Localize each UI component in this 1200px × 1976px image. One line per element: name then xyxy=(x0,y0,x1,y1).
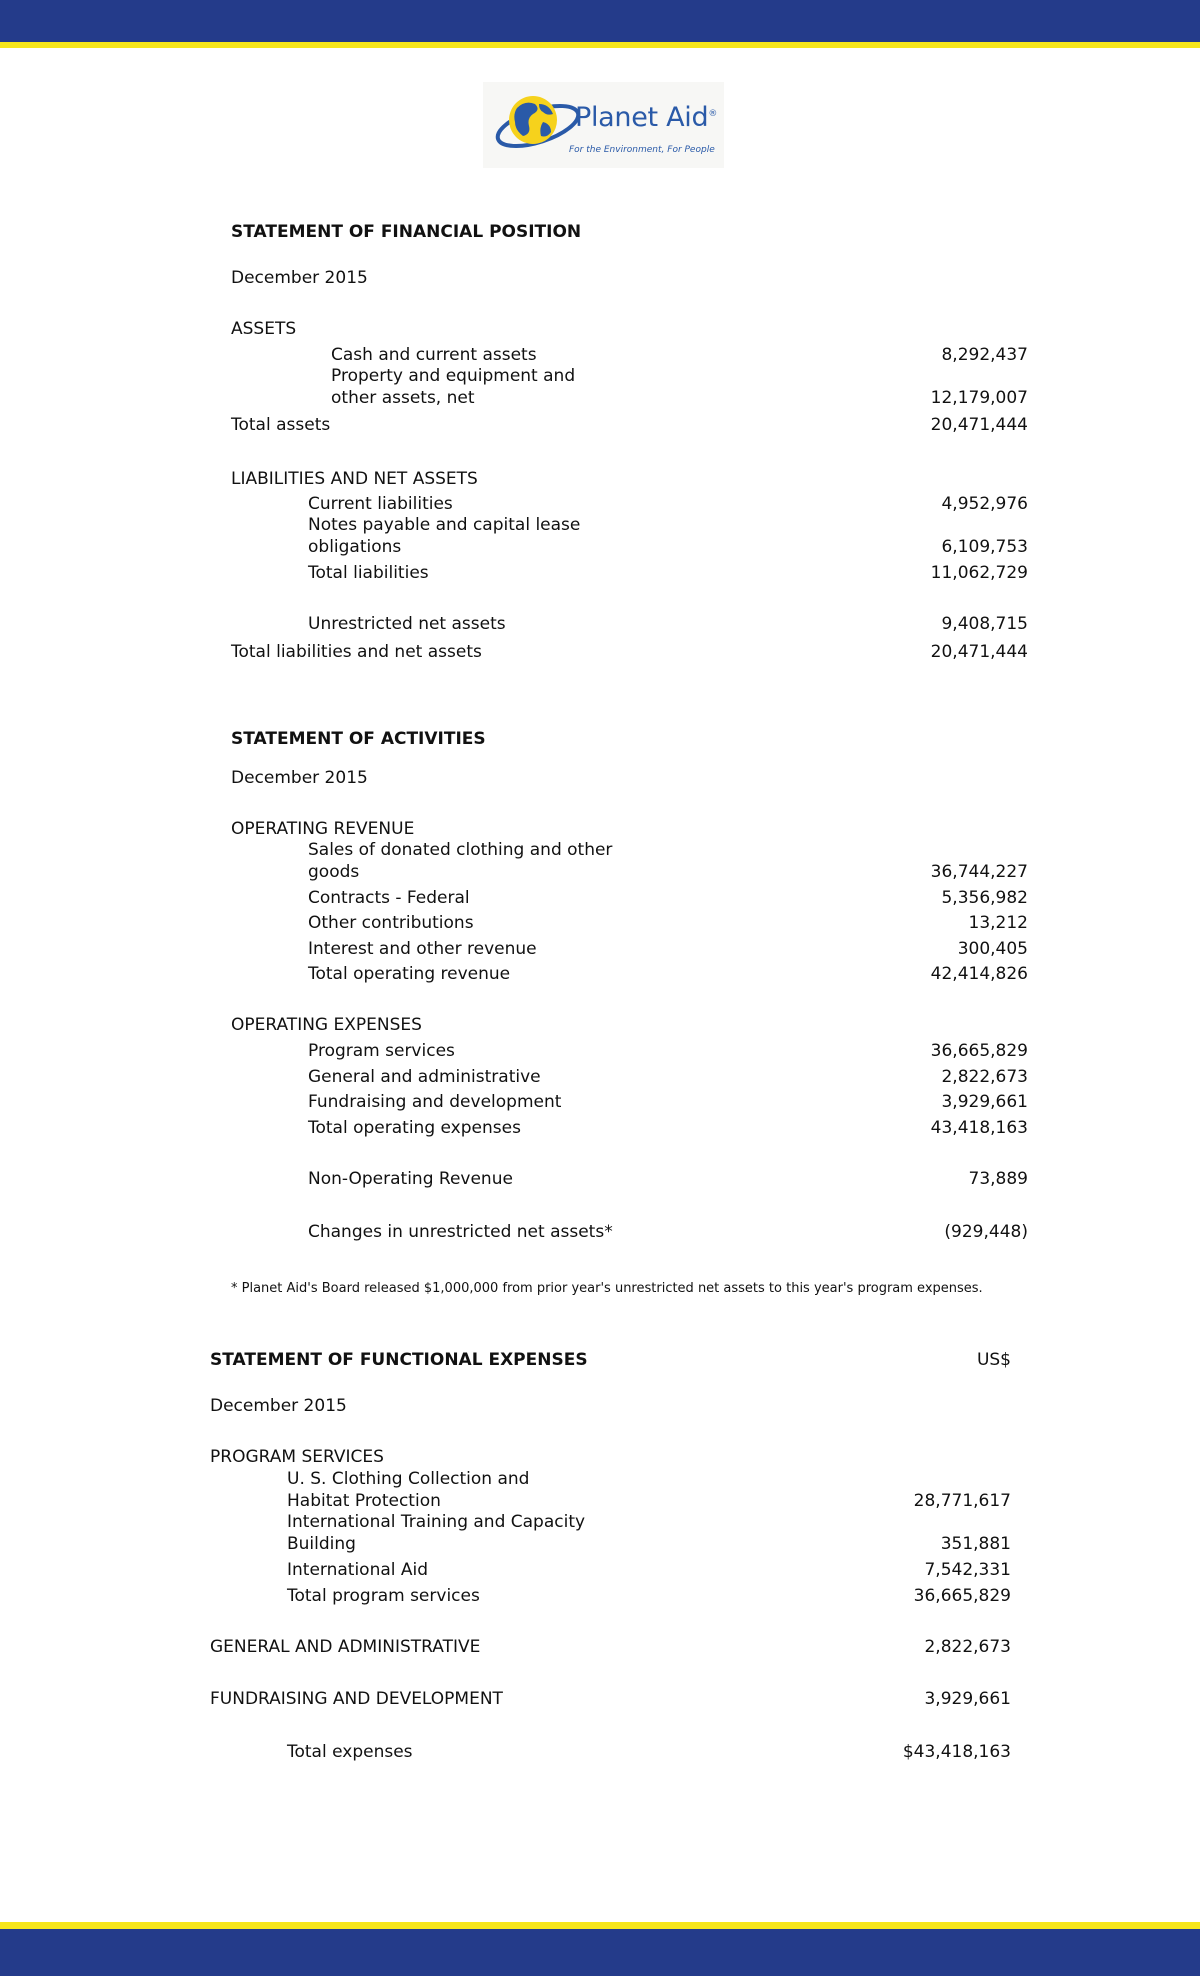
cash-label: Cash and current assets xyxy=(331,345,537,365)
total-expenses-label: Total expenses xyxy=(287,1742,413,1762)
total-operating-revenue-label: Total operating revenue xyxy=(308,964,511,984)
sales-label-line2: goods xyxy=(308,862,360,882)
clothing-label-line2: Habitat Protection xyxy=(287,1491,441,1511)
operating-revenue-heading: OPERATING REVENUE xyxy=(231,819,415,839)
footnote: * Planet Aid's Board released $1,000,000 from prior year's unrestricted net assets to this year's program expenses. xyxy=(231,1281,983,1296)
training-value: 351,881 xyxy=(940,1534,1011,1554)
sales-label-line1: Sales of donated clothing and other xyxy=(308,840,613,860)
total-expenses-value: $43,418,163 xyxy=(902,1742,1011,1762)
property-label-line2: other assets, net xyxy=(331,388,475,408)
other-contributions-value: 13,212 xyxy=(968,913,1028,933)
property-label-line1: Property and equipment and xyxy=(331,366,576,386)
notes-value: 6,109,753 xyxy=(941,537,1028,557)
general-admin-value: 2,822,673 xyxy=(941,1067,1028,1087)
fundraising-heading: FUNDRAISING AND DEVELOPMENT xyxy=(210,1689,503,1709)
contracts-label: Contracts - Federal xyxy=(308,888,470,908)
assets-heading: ASSETS xyxy=(231,319,297,339)
financial-position-date: December 2015 xyxy=(231,268,368,288)
total-operating-revenue-value: 42,414,826 xyxy=(930,964,1028,984)
bottom-banner xyxy=(0,1922,1200,1976)
activities-title: STATEMENT OF ACTIVITIES xyxy=(231,729,486,749)
total-liabilities-net-assets-value: 20,471,444 xyxy=(930,642,1028,662)
property-value: 12,179,007 xyxy=(930,388,1028,408)
notes-label-line2: obligations xyxy=(308,537,402,557)
training-label-line2: Building xyxy=(287,1534,356,1554)
planet-aid-logo xyxy=(483,82,724,168)
program-services-heading: PROGRAM SERVICES xyxy=(210,1447,384,1467)
training-label-line1: International Training and Capacity xyxy=(287,1512,586,1532)
total-liabilities-value: 11,062,729 xyxy=(930,563,1028,583)
current-liabilities-label: Current liabilities xyxy=(308,494,453,514)
logo-tagline: For the Environment, For People xyxy=(569,145,715,155)
other-contributions-label: Other contributions xyxy=(308,913,474,933)
total-program-services-label: Total program services xyxy=(287,1586,480,1606)
activities-date: December 2015 xyxy=(231,768,368,788)
current-liabilities-value: 4,952,976 xyxy=(941,494,1028,514)
unrestricted-net-assets-value: 9,408,715 xyxy=(941,614,1028,634)
financial-position-title: STATEMENT OF FINANCIAL POSITION xyxy=(231,222,582,242)
total-liabilities-net-assets-label: Total liabilities and net assets xyxy=(231,642,482,662)
fundraising-label: Fundraising and development xyxy=(308,1092,562,1112)
total-assets-label: Total assets xyxy=(231,415,331,435)
program-services-label: Program services xyxy=(308,1041,455,1061)
fundraising-value: 3,929,661 xyxy=(941,1092,1028,1112)
interest-label: Interest and other revenue xyxy=(308,939,537,959)
contracts-value: 5,356,982 xyxy=(941,888,1028,908)
operating-expenses-heading: OPERATING EXPENSES xyxy=(231,1015,422,1035)
non-operating-revenue-value: 73,889 xyxy=(968,1169,1028,1189)
clothing-label-line1: U. S. Clothing Collection and xyxy=(287,1469,530,1489)
general-admin-total: 2,822,673 xyxy=(924,1637,1011,1657)
total-liabilities-label: Total liabilities xyxy=(308,563,429,583)
total-operating-expenses-label: Total operating expenses xyxy=(308,1118,521,1138)
top-banner xyxy=(0,0,1200,48)
interest-value: 300,405 xyxy=(957,939,1028,959)
liabilities-heading: LIABILITIES AND NET ASSETS xyxy=(231,469,478,489)
total-assets-value: 20,471,444 xyxy=(930,415,1028,435)
currency-label: US$ xyxy=(976,1350,1011,1370)
total-program-services-value: 36,665,829 xyxy=(913,1586,1011,1606)
sales-value: 36,744,227 xyxy=(930,862,1028,882)
international-aid-label: International Aid xyxy=(287,1560,429,1580)
program-services-value: 36,665,829 xyxy=(930,1041,1028,1061)
notes-label-line1: Notes payable and capital lease xyxy=(308,515,581,535)
unrestricted-net-assets-label: Unrestricted net assets xyxy=(308,614,506,634)
changes-net-assets-label: Changes in unrestricted net assets* xyxy=(308,1222,613,1242)
international-aid-value: 7,542,331 xyxy=(924,1560,1011,1580)
logo-wordmark: Planet Aid® xyxy=(575,102,718,133)
total-operating-expenses-value: 43,418,163 xyxy=(930,1118,1028,1138)
general-admin-label: General and administrative xyxy=(308,1067,541,1087)
changes-net-assets-value: (929,448) xyxy=(944,1222,1028,1242)
fundraising-total: 3,929,661 xyxy=(924,1689,1011,1709)
general-admin-heading: GENERAL AND ADMINISTRATIVE xyxy=(210,1637,481,1657)
functional-expenses-title: STATEMENT OF FUNCTIONAL EXPENSES xyxy=(210,1350,588,1370)
non-operating-revenue-label: Non-Operating Revenue xyxy=(308,1169,513,1189)
clothing-value: 28,771,617 xyxy=(913,1491,1011,1511)
cash-value: 8,292,437 xyxy=(941,345,1028,365)
functional-expenses-date: December 2015 xyxy=(210,1396,347,1416)
